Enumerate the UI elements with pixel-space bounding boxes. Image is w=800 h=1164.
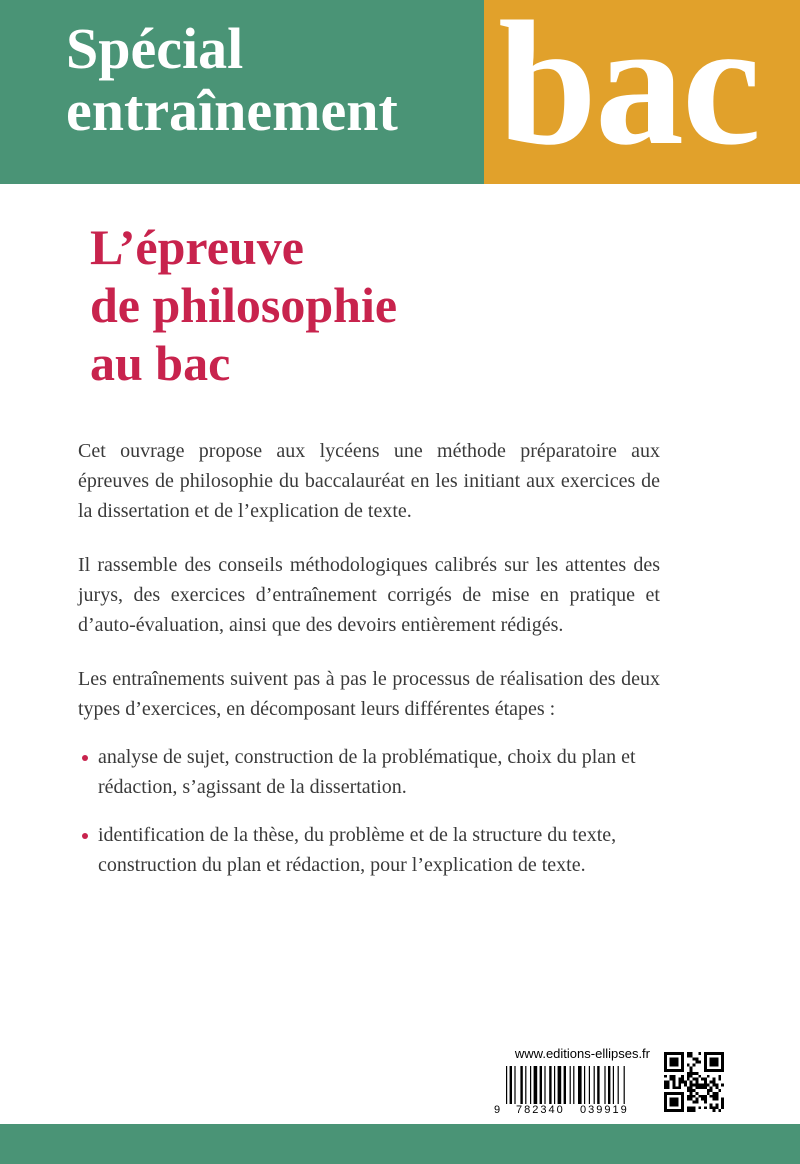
book-title-line1: L’épreuve <box>90 219 304 275</box>
isbn-barcode <box>494 1064 654 1114</box>
footer-band <box>0 1124 800 1164</box>
book-title-line2: de philosophie <box>90 277 398 333</box>
bac-panel <box>484 0 800 184</box>
publisher-website[interactable]: www.editions-ellipses.fr <box>514 1046 650 1061</box>
isbn-group-1: 782340 <box>516 1104 565 1114</box>
book-title-line3: au bac <box>90 335 231 391</box>
book-title <box>90 218 397 392</box>
isbn-first-digit: 9 <box>494 1104 501 1114</box>
header-banner <box>0 0 800 184</box>
list-item-text: analyse de sujet, construction de la problématique, choix du plan et rédaction, s’agissant de la dissertation. <box>98 746 636 798</box>
series-name-line2: entraînement <box>66 78 398 143</box>
steps-list <box>78 742 660 880</box>
series-name-line1: Spécial <box>66 16 244 81</box>
description-paragraph-1: Cet ouvrage propose aux lycéens une méthode préparatoire aux épreuves de philosophie du baccalauréat en les initiant aux exercices de la dissertation et de l’explication de texte. <box>78 440 660 522</box>
list-item <box>78 820 660 880</box>
description <box>78 436 660 898</box>
list-item <box>78 742 660 802</box>
bac-badge: bac <box>498 0 759 182</box>
bullet-dot-icon <box>82 833 88 839</box>
description-paragraph-3: Les entraînements suivent pas à pas le processus de réalisation des deux types d’exercices, en décomposant leurs différentes étapes : <box>78 668 660 720</box>
series-name <box>66 18 398 142</box>
bullet-dot-icon <box>82 755 88 761</box>
series-panel <box>0 0 484 184</box>
qr-code-icon <box>664 1052 724 1112</box>
isbn-group-2: 039919 <box>580 1104 629 1114</box>
barcode-bars-icon <box>506 1066 625 1104</box>
description-paragraph-2: Il rassemble des conseils méthodologiques calibrés sur les attentes des jurys, des exercices d’entraînement corrigés de mise en pratique et d’auto-évaluation, ainsi que des devoirs entièrement rédigés. <box>78 554 660 636</box>
list-item-text: identification de la thèse, du problème et de la structure du texte, construction du plan et rédaction, pour l’explication de texte. <box>98 824 617 876</box>
